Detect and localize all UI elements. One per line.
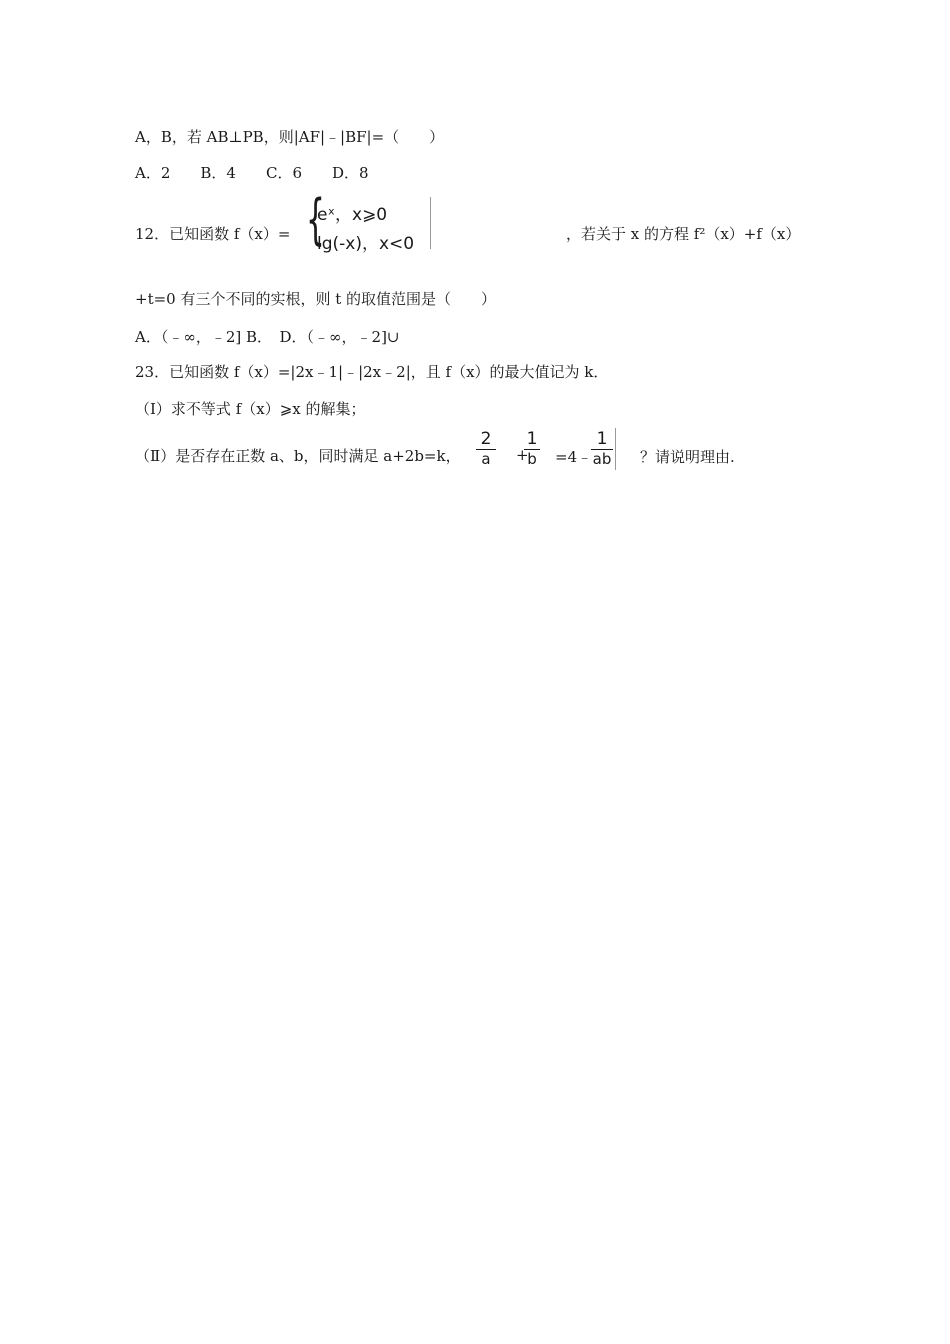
q11-option-a: A．2: [135, 164, 171, 182]
q12-options: A．（﹣∞，﹣2] B． D．（﹣∞，﹣2]∪: [135, 328, 400, 346]
plus-sign: +: [516, 446, 529, 464]
q11-option-d: D．8: [332, 164, 369, 182]
q23-part2-prefix: （Ⅱ）是否存在正数 a、b，同时满足 a+2b=k，: [135, 447, 461, 465]
q23-part1: （Ⅰ）求不等式 f（x）⩾x 的解集；: [135, 400, 366, 418]
piecewise-brace: {: [306, 188, 325, 251]
fraction-denominator: a: [481, 450, 491, 468]
fraction-denominator: ab: [592, 450, 612, 468]
fraction-denominator: b: [527, 450, 537, 468]
fraction-1-over-ab: [591, 430, 613, 469]
equals-four-minus: =4﹣: [555, 448, 593, 466]
formula-image-border: [430, 197, 431, 249]
piecewise-case-1: eˣ，x⩾0: [317, 205, 388, 225]
fraction-1-over-b: [524, 430, 540, 469]
formula-image-border: [615, 428, 616, 470]
q11-option-c: C．6: [265, 164, 302, 182]
q23-stem: 23．已知函数 f（x）=|2x﹣1|﹣|2x﹣2|，且 f（x）的最大值记为 k．: [135, 363, 609, 381]
q11-options: [135, 163, 369, 183]
piecewise-case-2: lg(-x)，x<0: [317, 234, 415, 254]
fraction-numerator: 2: [476, 430, 496, 450]
q12-stem-prefix: 12．已知函数 f（x）=: [135, 225, 291, 243]
q11-stem-line: A，B，若 AB⊥PB，则|AF|﹣|BF|=（ ）: [135, 128, 445, 146]
q11-option-b: B．4: [200, 164, 236, 182]
fraction-numerator: 1: [524, 430, 540, 450]
fraction-2-over-a: [476, 430, 496, 469]
q12-stem-suffix: ，若关于 x 的方程 f²（x）+f（x）: [566, 225, 801, 243]
fraction-numerator: 1: [591, 430, 613, 450]
q12-stem-line2: +t=0 有三个不同的实根，则 t 的取值范围是（ ）: [135, 290, 497, 308]
q23-part2-suffix: ？请说明理由.: [640, 448, 735, 466]
